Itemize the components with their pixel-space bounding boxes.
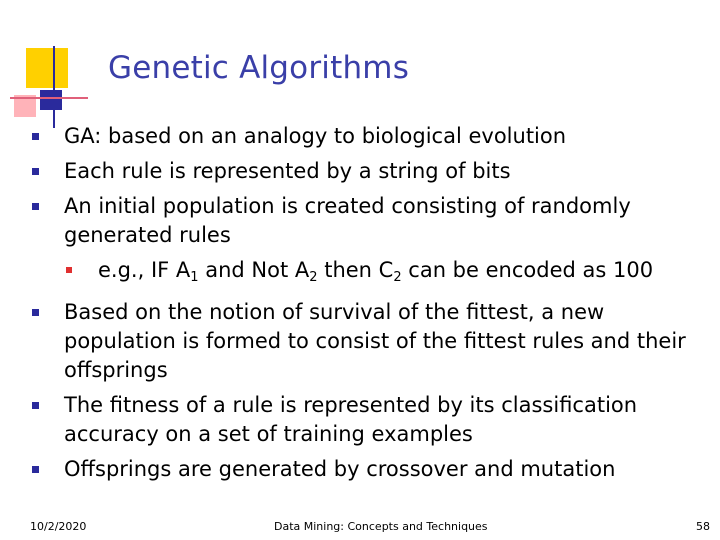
sub-bullet-item <box>32 256 692 292</box>
logo-yellow-square <box>26 48 68 88</box>
bullet-icon <box>32 402 39 409</box>
bullet-text: Offsprings are generated by crossover and mutation <box>64 457 616 481</box>
bullet-icon <box>32 133 39 140</box>
bullet-text: GA: based on an analogy to biological evolution <box>64 124 567 148</box>
logo-blue-square <box>40 90 62 110</box>
footer-title: Data Mining: Concepts and Techniques <box>274 520 488 533</box>
bullet-icon <box>32 466 39 473</box>
sub-bullet-icon <box>66 267 72 273</box>
bullet-icon <box>32 168 39 175</box>
bullet-item <box>32 455 692 484</box>
bullet-icon <box>32 309 39 316</box>
footer-date: 10/2/2020 <box>30 520 87 533</box>
logo-vertical-line <box>53 46 55 128</box>
bullet-text: Each rule is represented by a string of bits <box>64 159 511 183</box>
bullet-item <box>32 298 692 385</box>
bullet-list <box>32 122 692 490</box>
slide-title: Genetic Algorithms <box>108 50 410 86</box>
logo-horizontal-line <box>10 97 88 99</box>
bullet-item <box>32 192 692 250</box>
bullet-item <box>32 157 692 186</box>
decorative-logo <box>0 0 110 140</box>
bullet-item <box>32 122 692 151</box>
bullet-text: An initial population is created consisting of randomly generated rules <box>64 194 631 247</box>
bullet-icon <box>32 203 39 210</box>
bullet-text: The fitness of a rule is represented by its classification accuracy on a set of training examples <box>64 393 638 446</box>
bullet-item <box>32 391 692 449</box>
page-number: 58 <box>696 520 710 533</box>
bullet-text: Based on the notion of survival of the fittest, a new population is formed to consist of the fittest rules and their offsprings <box>64 300 686 382</box>
sub-bullet-text: e.g., IF $A_1$ and Not $A_2$ then $C_2$ can be encoded as 100 <box>98 258 654 285</box>
